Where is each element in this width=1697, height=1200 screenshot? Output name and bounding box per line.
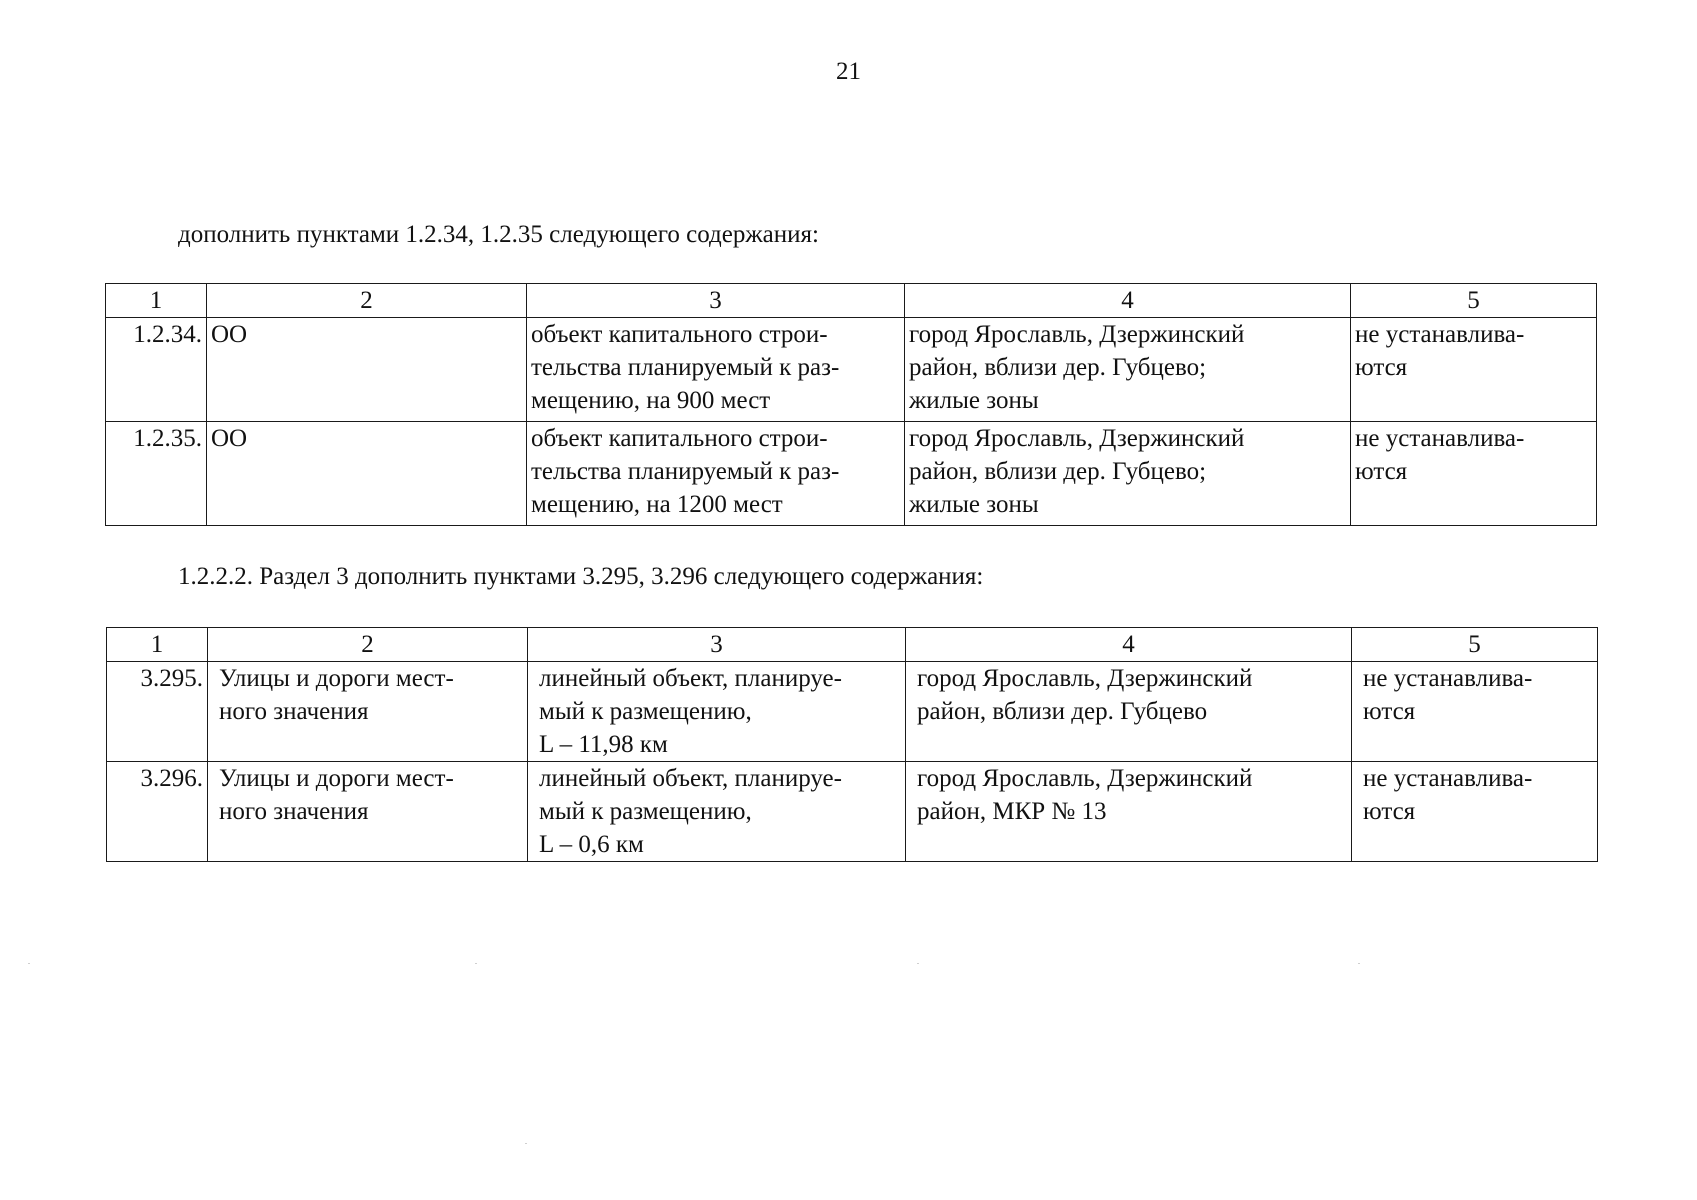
column-header: 4 — [906, 628, 1352, 662]
column-header: 5 — [1351, 284, 1597, 318]
item-number: 3.295. — [107, 662, 208, 762]
scan-speck — [917, 963, 919, 964]
intro-paragraph-2: 1.2.2.2. Раздел 3 дополнить пунктами 3.295, 3.296 следующего содержания: — [178, 563, 984, 590]
intro-paragraph-1: дополнить пунктами 1.2.34, 1.2.35 следующего содержания: — [178, 221, 819, 248]
scan-speck — [475, 963, 477, 964]
column-header: 5 — [1352, 628, 1598, 662]
protection-zones: не устанавлива- ются — [1352, 662, 1598, 762]
column-header: 3 — [527, 284, 905, 318]
column-header: 2 — [207, 284, 527, 318]
object-description: линейный объект, планируе- мый к размещению, L – 11,98 км — [528, 662, 906, 762]
protection-zones: не устанавлива- ются — [1351, 318, 1597, 422]
protection-zones: не устанавлива- ются — [1352, 762, 1598, 862]
table-header-row — [107, 628, 1598, 662]
object-type: Улицы и дороги мест- ного значения — [208, 762, 528, 862]
scan-speck — [28, 963, 30, 964]
column-header: 2 — [208, 628, 528, 662]
object-location: город Ярославль, Дзержинский район, МКР № 13 — [906, 762, 1352, 862]
table-row — [107, 762, 1598, 862]
object-type: Улицы и дороги мест- ного значения — [208, 662, 528, 762]
object-type: ОО — [207, 422, 527, 526]
object-location: город Ярославль, Дзержинский район, вблизи дер. Губцево; жилые зоны — [905, 422, 1351, 526]
table-row — [107, 662, 1598, 762]
object-location: город Ярославль, Дзержинский район, вблизи дер. Губцево — [906, 662, 1352, 762]
object-description: линейный объект, планируе- мый к размещению, L – 0,6 км — [528, 762, 906, 862]
scan-speck — [1358, 963, 1360, 964]
item-number: 3.296. — [107, 762, 208, 862]
table-items-3 — [106, 627, 1598, 862]
column-header: 1 — [106, 284, 207, 318]
table-row — [106, 422, 1597, 526]
table-header-row — [106, 284, 1597, 318]
object-description: объект капитального строи- тельства планируемый к раз- мещению, на 900 мест — [527, 318, 905, 422]
item-number: 1.2.35. — [106, 422, 207, 526]
object-description: объект капитального строи- тельства планируемый к раз- мещению, на 1200 мест — [527, 422, 905, 526]
table-row — [106, 318, 1597, 422]
scan-speck — [525, 1143, 527, 1144]
protection-zones: не устанавлива- ются — [1351, 422, 1597, 526]
object-location: город Ярославль, Дзержинский район, вблизи дер. Губцево; жилые зоны — [905, 318, 1351, 422]
page-number: 21 — [836, 58, 861, 85]
column-header: 3 — [528, 628, 906, 662]
column-header: 1 — [107, 628, 208, 662]
column-header: 4 — [905, 284, 1351, 318]
item-number: 1.2.34. — [106, 318, 207, 422]
table-items-1-2 — [105, 283, 1597, 526]
object-type: ОО — [207, 318, 527, 422]
